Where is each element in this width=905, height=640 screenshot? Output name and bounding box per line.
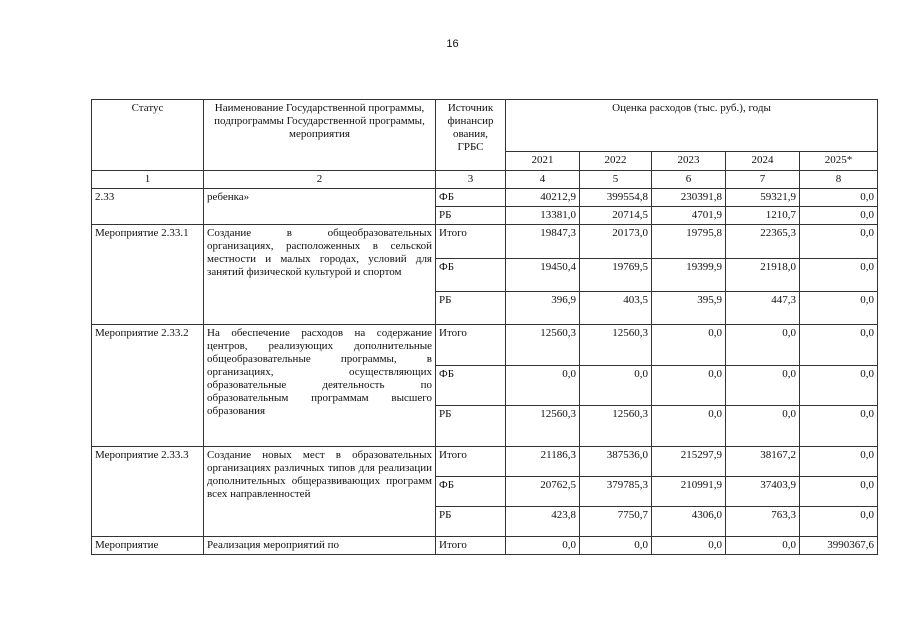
header-year: 2021 [506, 152, 580, 171]
row-status: Мероприятие [92, 537, 204, 555]
row-value: 20173,0 [580, 225, 652, 259]
row-source: Итого [436, 447, 506, 477]
row-source: РБ [436, 292, 506, 325]
row-value: 396,9 [506, 292, 580, 325]
row-value: 3990367,6 [800, 537, 878, 555]
row-name: Реализация мероприятий по [204, 537, 436, 555]
row-value: 387536,0 [580, 447, 652, 477]
row-source: Итого [436, 225, 506, 259]
row-status: 2.33 [92, 189, 204, 225]
header-name: Наименование Государственной программы, подпрограммы Государственной программы, мероприятия [204, 100, 436, 171]
row-value: 0,0 [800, 477, 878, 507]
column-number: 4 [506, 171, 580, 189]
row-value: 0,0 [726, 366, 800, 406]
row-value: 59321,9 [726, 189, 800, 207]
row-value: 19795,8 [652, 225, 726, 259]
row-value: 0,0 [580, 366, 652, 406]
row-value: 0,0 [800, 507, 878, 537]
row-value: 0,0 [800, 225, 878, 259]
table-row [92, 537, 878, 555]
column-number: 1 [92, 171, 204, 189]
row-source: ФБ [436, 477, 506, 507]
row-value: 13381,0 [506, 207, 580, 225]
header-year: 2023 [652, 152, 726, 171]
row-source: Итого [436, 325, 506, 366]
table-row [92, 189, 878, 207]
header-year: 2022 [580, 152, 652, 171]
row-value: 4701,9 [652, 207, 726, 225]
row-value: 0,0 [506, 537, 580, 555]
column-number: 6 [652, 171, 726, 189]
row-name: На обеспечение расходов на содержание центров, реализующих дополнительные общеобразовательные программы, в организациях, осуществляющих образовательные деятельность по образовательным программам высшего образования [204, 325, 436, 447]
row-value: 0,0 [800, 207, 878, 225]
row-value: 763,3 [726, 507, 800, 537]
row-value: 215297,9 [652, 447, 726, 477]
row-source: Итого [436, 537, 506, 555]
header-source: Источник финансир ования, ГРБС [436, 100, 506, 171]
row-value: 0,0 [800, 447, 878, 477]
row-value: 0,0 [800, 406, 878, 447]
row-source: РБ [436, 507, 506, 537]
row-value: 19450,4 [506, 259, 580, 292]
row-value: 37403,9 [726, 477, 800, 507]
row-value: 447,3 [726, 292, 800, 325]
row-value: 423,8 [506, 507, 580, 537]
row-value: 0,0 [580, 537, 652, 555]
row-value: 22365,3 [726, 225, 800, 259]
row-value: 0,0 [726, 406, 800, 447]
row-value: 0,0 [800, 292, 878, 325]
table-row [92, 447, 878, 477]
row-value: 0,0 [800, 189, 878, 207]
column-number: 7 [726, 171, 800, 189]
table-row [92, 325, 878, 366]
row-value: 379785,3 [580, 477, 652, 507]
row-value: 20714,5 [580, 207, 652, 225]
page-number: 16 [446, 38, 459, 50]
row-source: ФБ [436, 189, 506, 207]
row-value: 12560,3 [580, 325, 652, 366]
column-number: 2 [204, 171, 436, 189]
row-value: 0,0 [800, 259, 878, 292]
row-value: 0,0 [652, 325, 726, 366]
row-source: РБ [436, 207, 506, 225]
row-value: 19847,3 [506, 225, 580, 259]
row-value: 38167,2 [726, 447, 800, 477]
header-costs: Оценка расходов (тыс. руб.), годы [506, 100, 878, 152]
row-value: 0,0 [800, 366, 878, 406]
row-value: 0,0 [652, 537, 726, 555]
budget-table [91, 99, 878, 555]
row-value: 0,0 [726, 325, 800, 366]
row-value: 210991,9 [652, 477, 726, 507]
row-value: 19399,9 [652, 259, 726, 292]
row-status: Мероприятие 2.33.3 [92, 447, 204, 537]
row-source: РБ [436, 406, 506, 447]
row-value: 0,0 [652, 406, 726, 447]
row-value: 230391,8 [652, 189, 726, 207]
row-value: 40212,9 [506, 189, 580, 207]
row-value: 21918,0 [726, 259, 800, 292]
row-name: ребенка» [204, 189, 436, 225]
table-row [92, 225, 878, 259]
row-value: 12560,3 [506, 325, 580, 366]
row-value: 21186,3 [506, 447, 580, 477]
row-source: ФБ [436, 259, 506, 292]
row-value: 399554,8 [580, 189, 652, 207]
row-status: Мероприятие 2.33.2 [92, 325, 204, 447]
row-value: 0,0 [506, 366, 580, 406]
row-name: Создание новых мест в образовательных организациях различных типов для реализации дополнительных общеразвивающих программ всех направленностей [204, 447, 436, 537]
row-name: Создание в общеобразовательных организациях, расположенных в сельской местности и малых городах, условий для занятий физической культурой и спортом [204, 225, 436, 325]
header-year: 2025* [800, 152, 878, 171]
row-value: 19769,5 [580, 259, 652, 292]
row-value: 0,0 [800, 325, 878, 366]
row-value: 0,0 [652, 366, 726, 406]
row-value: 20762,5 [506, 477, 580, 507]
row-value: 4306,0 [652, 507, 726, 537]
row-source: ФБ [436, 366, 506, 406]
column-number: 3 [436, 171, 506, 189]
row-value: 7750,7 [580, 507, 652, 537]
column-number: 8 [800, 171, 878, 189]
row-value: 403,5 [580, 292, 652, 325]
row-value: 12560,3 [506, 406, 580, 447]
row-value: 1210,7 [726, 207, 800, 225]
header-status: Статус [92, 100, 204, 171]
row-value: 0,0 [726, 537, 800, 555]
row-value: 12560,3 [580, 406, 652, 447]
header-year: 2024 [726, 152, 800, 171]
row-value: 395,9 [652, 292, 726, 325]
column-number: 5 [580, 171, 652, 189]
row-status: Мероприятие 2.33.1 [92, 225, 204, 325]
